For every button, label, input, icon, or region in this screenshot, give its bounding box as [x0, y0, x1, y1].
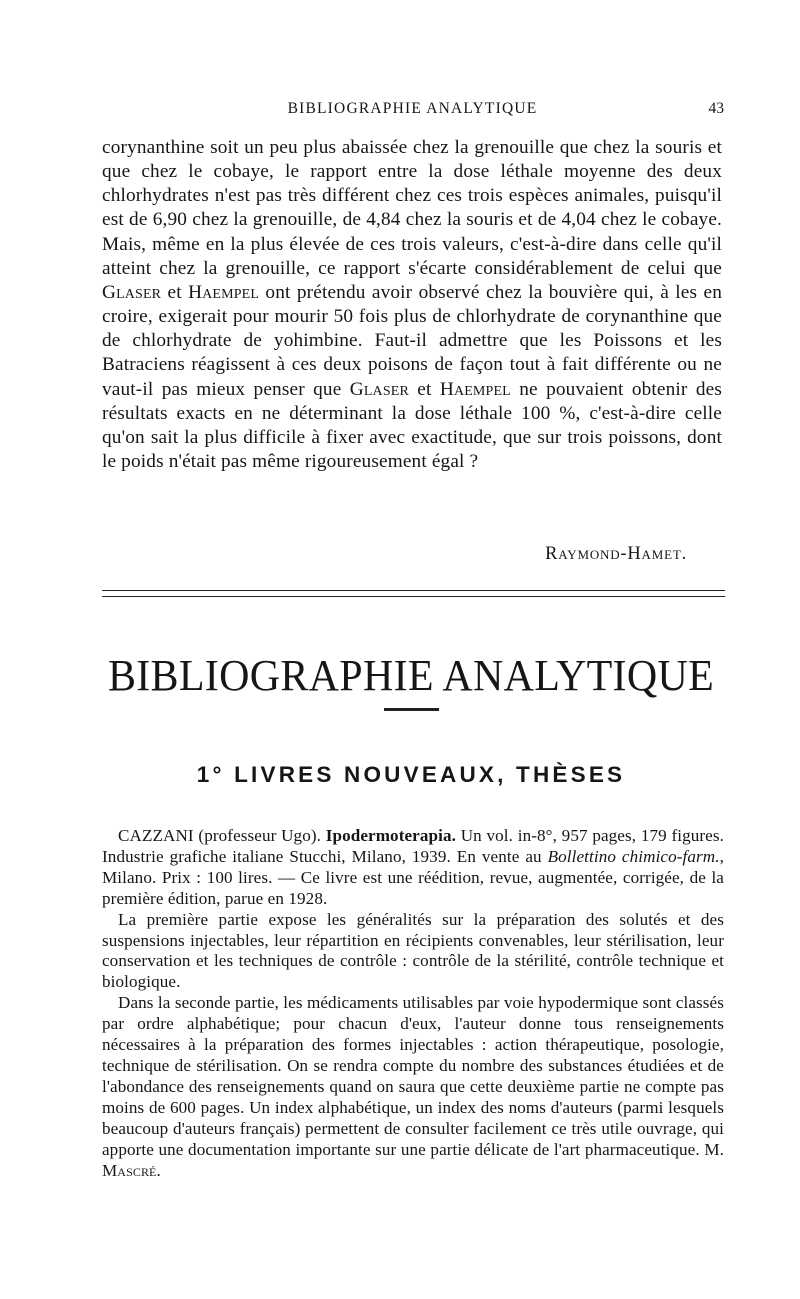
text-run: ont prétendu avoir observé chez la bouvière qui, à les en croire, exigerait pour mourir 50 fois plus de chlorhydrate de corynanthine que de chlorhydrate de yohimbine. Faut-il admettre que les Poissons et les Batraciens réagissent à ces deux poisons de façon tout à fait différente ou ne vaut-il pas mieux penser que — [102, 281, 722, 400]
author-name: Haempel — [439, 378, 511, 400]
review-paragraph — [102, 826, 724, 910]
text-run: corynanthine soit un peu plus abaissée chez la grenouille que chez la souris et que chez le cobaye, le rapport entre la dose léthale moyenne des deux chlorhydrates n'est pas très différent chez ces trois espèces animales, puisqu'il est de 6,90 chez la grenouille, de 4,84 chez la souris et de 4,04 chez le cobaye. Mais, même en la plus élevée de ces trois valeurs, c'est-à-dire dans celle qu'il atteint chez la grenouille, ce rapport s'écarte considérablement de celui que — [102, 137, 722, 279]
author-name: Haempel — [188, 281, 260, 303]
text-run: ne pouvaient obtenir des résultats exacts en ne déterminant la dose léthale 100 %, c'est-à-dire celle qu'on sait la plus difficile à fixer avec exactitude, que sur trois poissons, dont le poids n'était pas même rigoureusement égal ? — [102, 378, 722, 473]
author-name: Glaser — [102, 281, 162, 303]
book-title: Ipodermoterapia. — [325, 826, 456, 845]
text-run: Un vol. in-8°, 957 pages, 179 figures. Industrie grafiche italiane Stucchi, Milano, 1939. En vente au — [102, 826, 724, 866]
book-review — [102, 826, 724, 1181]
double-rule-divider — [102, 590, 725, 597]
text-run: et — [408, 378, 440, 400]
previous-article-paragraph — [102, 136, 722, 474]
title-underline — [384, 708, 439, 711]
review-paragraph: La première partie expose les généralités sur la préparation des solutés et des suspensions injectables, leur répartition en récipients convenables, leur stérilisation, leur conservation et les techniques de contrôle : contrôle de la stérilité, contrôle technique et biologique. — [102, 909, 724, 992]
page-number: 43 — [708, 100, 724, 117]
text-run: Dans la seconde partie, les médicaments utilisables par voie hypodermique sont classés par ordre alphabétique; pour chacun d'eux, l'auteur donne tous renseignements nécessaires à la préparation des formes injectables : action thérapeutique, posologie, technique de stérilisation. On se rendra compte du nombre des substances étudiées et de l'abondance des renseignements quand on saura que cette deuxième partie ne compte pas moins de 600 pages. Un index alphabétique, un index des noms d'auteurs (parmi lesquels beaucoup d'auteurs français) permettent de consulter facilement ce très utile ouvrage, qui apporte une documentation importante sur une partie délicate de l'art pharmaceutique. — [102, 993, 724, 1159]
article-signature: Raymond-Hamet. — [545, 544, 687, 564]
running-head — [103, 100, 722, 122]
previous-article-text — [102, 136, 722, 474]
text-run: et — [161, 281, 189, 303]
section-title: BIBLIOGRAPHIE ANALYTIQUE — [107, 651, 715, 701]
reviewer-signature: M. Mascré. — [102, 1139, 724, 1180]
review-paragraph — [102, 993, 724, 1181]
author-name: Glaser — [349, 378, 409, 400]
running-head-title: BIBLIOGRAPHIE ANALYTIQUE — [287, 100, 538, 117]
periodical-name: Bollettino chimico-farm. — [547, 846, 720, 866]
subsection-title: 1° LIVRES NOUVEAUX, THÈSES — [196, 762, 626, 787]
text-run: , Milano. Prix : 100 lires. — Ce livre est une réédition, revue, augmentée, corrigée, de la première édition, parue en 1928. — [102, 846, 724, 908]
review-author: CAZZANI (professeur Ugo). — [118, 826, 322, 845]
